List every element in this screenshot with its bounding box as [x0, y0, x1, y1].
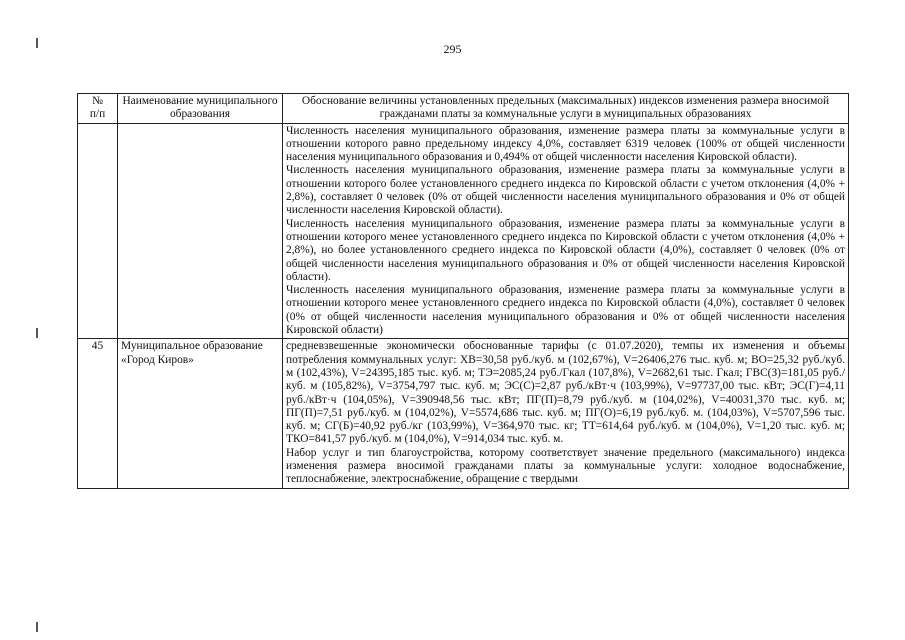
- rationale-paragraph: Численность населения муниципального образования, изменение размера платы за коммунальные услуги в отношении которого более установленного среднего индекса по Кировской области с учетом отклонения (4,0% + 2,8%), составляет 0 человек (0% от общей численности населения муниципального образования и 0% от общей численности населения Кировской области).: [286, 164, 845, 217]
- page-number: 295: [443, 42, 462, 56]
- row-municipality: Муниципальное образование «Город Киров»: [118, 339, 283, 488]
- table-row: [78, 123, 849, 339]
- header-rationale: Обоснование величины установленных предельных (максимальных) индексов изменения размера вносимой гражданами платы за коммунальные услуги в муниципальных образованиях: [283, 94, 849, 124]
- table-row: [78, 339, 849, 488]
- margin-mark-top: [36, 38, 38, 48]
- table-header-row: [78, 94, 849, 124]
- rationale-paragraph: Набор услуг и тип благоустройства, которому соответствует значение предельного (максимального) индекса изменения размера вносимой гражданами платы за коммунальные услуги: холодное водоснабжение, теплоснабжение, электроснабжение, обращение с твердыми: [286, 446, 845, 486]
- margin-mark-middle: [36, 328, 38, 338]
- rationale-paragraph: средневзвешенные экономически обоснованные тарифы (с 01.07.2020), темпы их изменения и объемы потребления коммунальных услуг: ХВ=30,58 руб./куб. м (102,67%), V=26406,276 тыс. куб. м; ВО=25,32 руб./куб. м (102,43%), V=24395,185 тыс. куб. м; ТЭ=2085,24 руб./Гкал (107,8%), V=2682,61 тыс. Гкал; ГВС(З)=181,05 руб./куб. м (105,82%), V=3754,797 тыс. куб. м; ЭС(С)=2,87 руб./кВт·ч (103,99%), V=97737,00 тыс. кВт; ЭС(Г)=4,11 руб./кВт·ч (104,05%), V=390948,56 тыс. кВт; ПГ(П)=8,79 руб./куб. м (104,02%), V=40031,370 тыс. куб. м; ПГ(П)=7,51 руб./куб. м (104,02%), V=5574,686 тыс. куб. м; ПГ(О)=6,19 руб./куб. м. (104,03%), V=5707,596 тыс. куб. м; СГ(Б)=40,92 руб./кг (103,99%), V=364,970 тыс. кг; ТТ=614,64 руб./куб. м (104,0%), V=1,20 тыс. куб. м; ТКО=841,57 руб./куб. м (104,0%), V=914,034 тыс. куб. м.: [286, 340, 845, 446]
- row-number: [78, 123, 118, 339]
- rationale-paragraph: Численность населения муниципального образования, изменение размера платы за коммунальные услуги в отношении которого менее установленного среднего индекса по Кировской области (4,0%), составляет 0 человек (0% от общей численности населения муниципального образования и 0% от общей численности населения Кировской области): [286, 284, 845, 337]
- header-municipality: Наименование муниципального образования: [118, 94, 283, 124]
- row-municipality: [118, 123, 283, 339]
- row-rationale: [283, 339, 849, 488]
- header-number: № п/п: [78, 94, 118, 124]
- rationale-table: [77, 93, 849, 489]
- row-number: 45: [78, 339, 118, 488]
- rationale-paragraph: Численность населения муниципального образования, изменение размера платы за коммунальные услуги в отношении которого равно предельному индексу 4,0%, составляет 6319 человек (100% от общей численности населения муниципального образования и 0,494% от общей численности населения Кировской области).: [286, 124, 845, 164]
- row-rationale: [283, 123, 849, 339]
- rationale-paragraph: Численность населения муниципального образования, изменение размера платы за коммунальные услуги в отношении которого менее установленного среднего индекса по Кировской области с учетом отклонения (4,0% + 2,8%), но более установленного среднего индекса по Кировской области (4,0%), составляет 0 человек (0% от общей численности населения муниципального образования и 0% от общей численности населения Кировской области).: [286, 217, 845, 283]
- margin-mark-bottom: [36, 622, 38, 632]
